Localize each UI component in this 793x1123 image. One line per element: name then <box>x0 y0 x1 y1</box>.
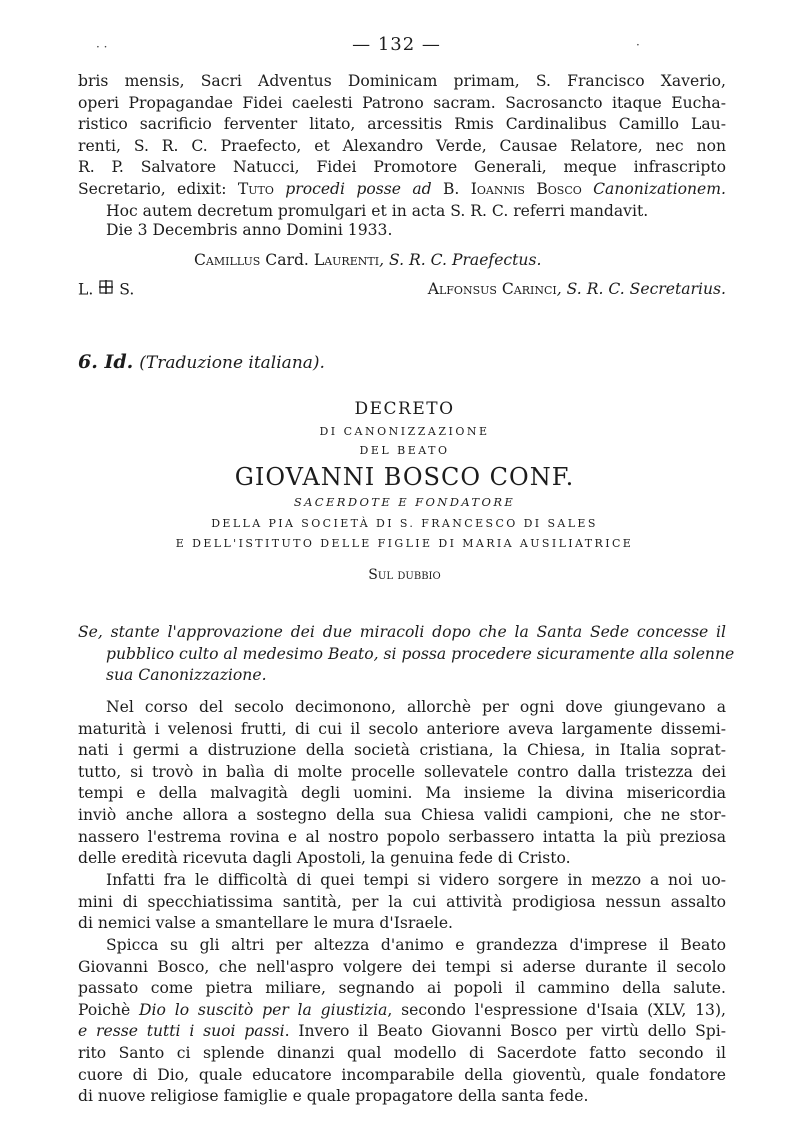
text-line: delle eredità ricevuta dagli Apostoli, la genuina fede di Cristo. <box>78 849 571 868</box>
text-run: Tuto <box>237 179 274 198</box>
paragraph-3 <box>78 935 726 1108</box>
text-line: tempi e della malvagità degli uomini. Ma insieme la divina misericordia <box>78 784 726 803</box>
text-line: cuore di Dio, quale educatore incomparabile della gioventù, quale fondatore <box>78 1065 726 1084</box>
seal-right-label: S. <box>119 280 135 299</box>
text-line: nati i germi a distruzione della società cristiana, la Chiesa, in Italia soprat- <box>78 741 726 760</box>
text-line: passato come pietra miliare, segnando ai popoli il cammino della salute. <box>78 979 726 998</box>
text-line: inviò anche allora a sostegno della sua Chiesa validi campioni, che ne stor- <box>78 805 726 824</box>
text-line: Se, stante l'approvazione dei due miracoli dopo che la Santa Sede concesse il <box>78 623 726 641</box>
section-heading <box>78 351 325 373</box>
decree-subtitle: DI CANONIZZAZIONE <box>319 425 490 438</box>
question-block <box>78 622 735 687</box>
text-run: Poichè <box>78 1000 140 1019</box>
date-line: Die 3 Decembris anno Domini 1933. <box>106 221 393 239</box>
print-speck: · <box>636 38 640 52</box>
decree-subtitle: DEL BEATO <box>359 444 450 457</box>
text-line: nassero l'estrema rovina e al nostro popolo serbassero intatta la più preziosa <box>78 827 726 846</box>
text-line: sua Canonizzazione. <box>106 666 267 685</box>
text-run: . Invero il Beato Giovanni Bosco per virtù dello Spi- <box>284 1022 726 1041</box>
text-run: B. <box>442 179 471 198</box>
text-line: Infatti fra le difficoltà di quei tempi si videro sorgere in mezzo a noi uo- <box>106 871 726 889</box>
text-line: di nemici valse a smantellare le mura d'Israele. <box>78 914 454 933</box>
page-number: — 132 — <box>352 34 441 55</box>
seal-cross-icon <box>98 279 114 302</box>
text-line <box>78 1000 726 1022</box>
text-run: , secondo l'espressione d'Isaia (XLV, 13), <box>387 1000 727 1019</box>
decree-title-block <box>0 399 793 583</box>
text-line: bris mensis, Sacri Adventus Dominicam primam, S. Francisco Xaverio, <box>78 72 726 90</box>
decree-title: DECRETO <box>354 399 455 419</box>
text-line: di nuove religiose famiglie e quale propagatore della santa fede. <box>78 1087 589 1106</box>
text-run: , S. R. C. Secretarius. <box>556 280 726 298</box>
section-subtitle: (Traduzione italiana). <box>139 353 325 373</box>
paragraph-2 <box>78 870 726 935</box>
signature-row <box>78 279 726 302</box>
text-line: R. P. Salvatore Natucci, Fidei Promotore Generali, meque infrascripto <box>78 158 726 177</box>
section-number: 6. Id. <box>78 351 134 373</box>
text-line: Nel corso del secolo decimonono, allorchè per ogni dove giungevano a <box>106 698 726 716</box>
text-line <box>78 1021 726 1043</box>
text-run: procedi posse ad <box>273 179 443 198</box>
text-line: Hoc autem decretum promulgari et in acta S. R. C. referri mandavit. <box>106 201 649 220</box>
text-line: renti, S. R. C. Praefecto, et Alexandro Verde, Causae Relatore, nec non <box>78 136 726 155</box>
text-line: ristico sacrificio ferventer litato, arcessitis Rmis Cardinalibus Camillo Lau- <box>78 115 726 134</box>
text-run: e resse tutti i suoi passi <box>78 1022 285 1041</box>
doubt-heading <box>0 567 793 583</box>
text-line <box>78 179 726 201</box>
text-line: mini di specchiatissima santità, per la cui attività prodigiosa nessun assalto <box>78 892 726 911</box>
text-run: Laurenti <box>313 251 380 269</box>
text-line: Giovanni Bosco, che nell'aspro volgere dei tempi si aderse durante il secolo <box>78 957 726 976</box>
text-line: Spicca su gli altri per altezza d'animo e grandezza d'imprese il Beato <box>106 936 726 954</box>
text-run: Card. <box>260 251 314 269</box>
text-line: operi Propagandae Fidei caelesti Patrono sacram. Sacrosancto itaque Eucha- <box>78 93 726 112</box>
signature-prefect <box>78 250 726 272</box>
text-run: Dio lo suscitò per la giustizia <box>139 1000 388 1019</box>
text-run: Ioannis Bosco <box>470 179 582 198</box>
decree-subtitle: SACERDOTE E FONDATORE <box>293 495 516 509</box>
latin-paragraph <box>78 71 726 222</box>
text-run: Camillus <box>194 251 261 269</box>
seal-left-label: L. <box>78 280 94 299</box>
saint-name: GIOVANNI BOSCO CONF. <box>234 463 575 491</box>
doubt-label: Sul dubbio <box>368 567 441 583</box>
text-line: maturità i velenosi frutti, di cui il secolo anteriore aveva largamente dissemi- <box>78 719 726 738</box>
text-line: rito Santo ci splende dinanzi qual modello di Sacerdote fatto secondo il <box>78 1043 726 1062</box>
text-run: Alfonsus Carinci <box>427 280 557 298</box>
text-line: pubblico culto al medesimo Beato, si possa procedere sicuramente alla solenne <box>106 644 735 663</box>
decree-subtitle: E DELL'ISTITUTO DELLE FIGLIE DI MARIA AUSILIATRICE <box>175 537 634 550</box>
signature-secretary <box>428 279 726 301</box>
text-run: Secretario, edixit: <box>78 179 238 198</box>
text-run: Canonizationem. <box>581 179 726 198</box>
decree-subtitle: DELLA PIA SOCIETÀ DI S. FRANCESCO DI SALES <box>211 517 598 530</box>
date-line-block <box>78 220 726 242</box>
text-run: , S. R. C. Praefectus. <box>379 251 542 269</box>
text-line: tutto, si trovò in balìa di molte procelle sollevatele contro dalla tristezza dei <box>78 762 726 781</box>
print-speck: · · <box>96 40 108 54</box>
paragraph-1 <box>78 697 726 870</box>
